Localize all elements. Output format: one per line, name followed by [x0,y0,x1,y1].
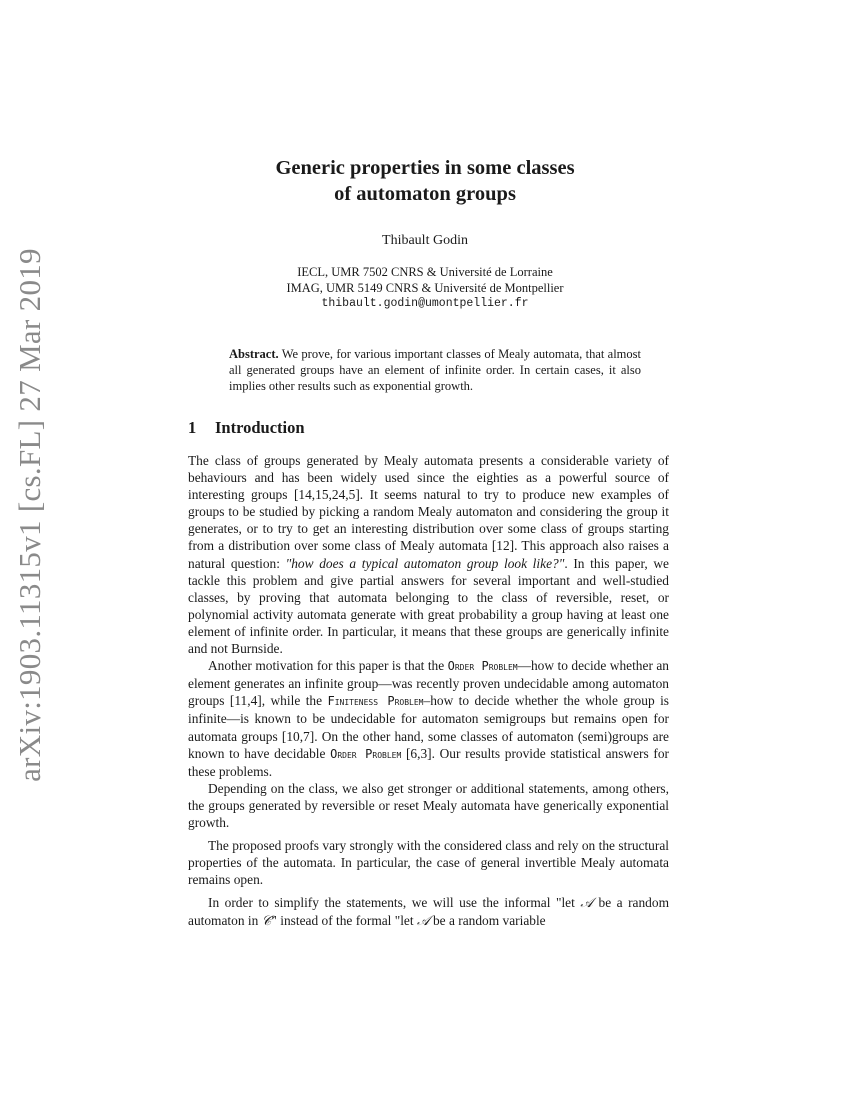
section-title: Introduction [215,418,305,437]
body-text [188,452,669,931]
paragraph-4: The proposed proofs vary strongly with the considered class and rely on the structural properties of the automata. In particular, the case of general invertible Mealy automata remains open. [188,838,669,888]
paragraph-2-text-b: —how to decide whether an element generates an infinite group—was recently proven undecidable among automaton groups [11,4], while the [188,658,670,709]
paragraph-2 [188,657,669,780]
arxiv-identifier-text: arXiv:1903.11315v1 [cs.FL] 27 Mar 2019 [12,248,47,782]
paragraph-1 [188,452,669,657]
order-problem-term-2: Order Problem [330,746,402,761]
abstract-label: Abstract. [229,347,279,361]
math-symbol-a: 𝒜 [580,896,593,912]
author-name: Thibault Godin [382,233,468,248]
paragraph-1-text-b: . In this paper, we tackle this problem and give partial answers for several important and well-studied classes, by proving that automata belonging to the class of reversible, reset, or polynomial activity automata generate with great probability a group having at least one element of infinite order. In particular, it means that these groups are generically infinite and not Burnside. [188,555,669,657]
paragraph-2-text-c: –how to decide whether the whole group is infinite—is known to be undecidable for automaton semigroups but remains open for automata groups [10,7]. On the other hand, some classes of automaton (semi)groups are known to have decidable [188,693,670,761]
section-heading [188,418,305,438]
affiliation-line-2: IMAG, UMR 5149 CNRS & Université de Montpellier [286,281,564,295]
abstract [229,346,641,394]
affiliations [0,264,850,312]
author-email: thibault.godin@umontpellier.fr [321,297,529,310]
abstract-text: We prove, for various important classes of Mealy automata, that almost all generated groups have an element of infinite order. In certain cases, it also implies other results such as exponential growth. [229,347,641,393]
paragraph-5-text-a: In order to simplify the statements, we will use the informal "let [208,895,581,911]
paragraph-5-text-c: " instead of the formal "let [271,913,417,929]
paragraph-2-text-a: Another motivation for this paper is that the [208,658,448,674]
title-line-1: Generic properties in some classes [275,157,575,179]
math-symbol-c: 𝒞 [261,914,272,930]
order-problem-term: Order Problem [447,659,518,674]
arxiv-identifier-stamp [8,248,52,782]
paper-title [0,155,850,207]
title-line-2: of automaton groups [334,183,516,205]
paragraph-5 [188,894,669,930]
finiteness-problem-term: Finiteness Problem [327,694,424,709]
section-number: 1 [188,418,197,437]
affiliation-line-1: IECL, UMR 7502 CNRS & Université de Lorraine [297,265,553,279]
paragraph-1-text-a: The class of groups generated by Mealy automata presents a considerable variety of behaviours and has been widely used since the eighties as a powerful source of interesting groups [14,15,24,5]. It seems natural to try to produce new examples of groups to be studied by picking a random Mealy automaton and considering the group it generates, or to try to get an interesting distribution over some class of groups starting from a distribution over some class of Mealy automata [12]. This approach also raises a natural question: [188,453,669,571]
math-symbol-a-2: 𝒜 [416,914,430,930]
paragraph-5-text-d: be a random variable [429,913,546,929]
paragraph-2-text-d: [6,3]. Our results provide statistical answers for these problems. [188,745,669,779]
paragraph-1-quote: "how does a typical automaton group look like?" [285,555,565,571]
paragraph-5-text-b: be a random automaton in [188,895,669,929]
paragraph-3: Depending on the class, we also get stronger or additional statements, among others, the groups generated by reversible or reset Mealy automata have generically exponential growth. [188,780,669,830]
